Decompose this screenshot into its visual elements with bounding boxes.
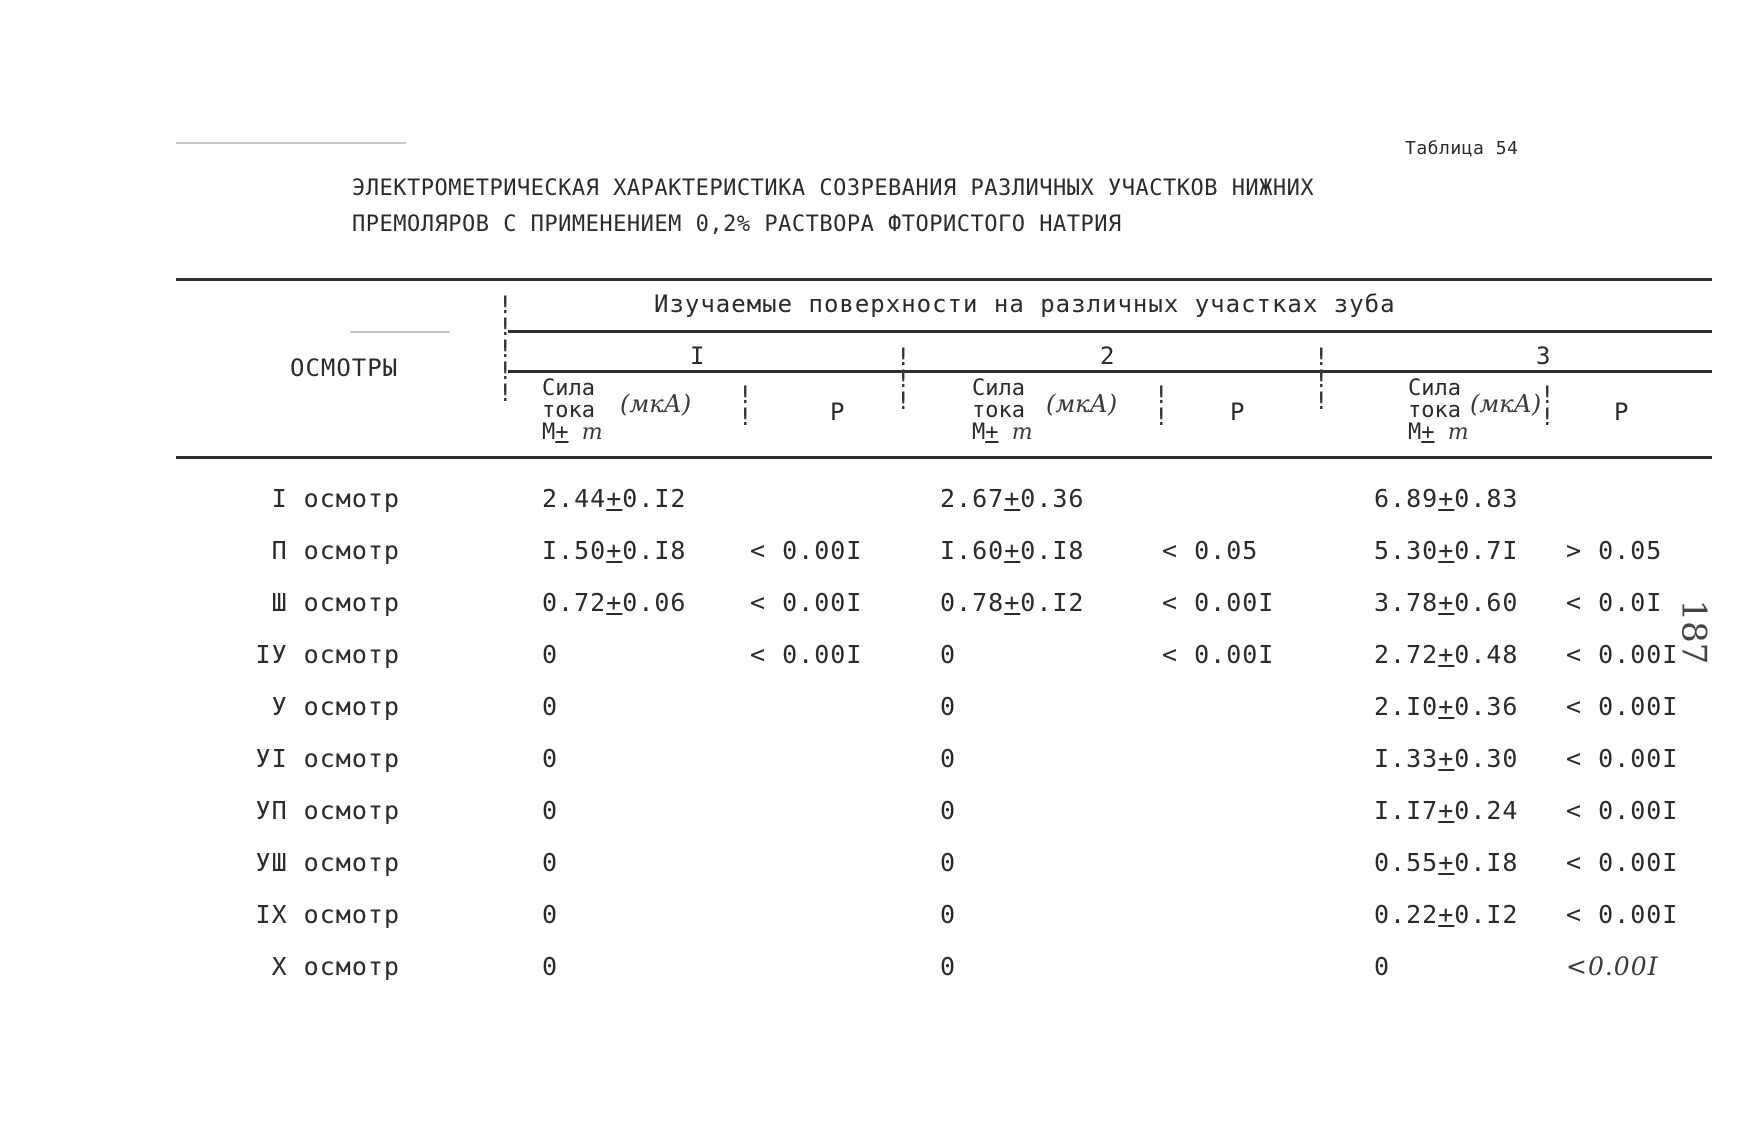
section-header-1: I (690, 342, 706, 370)
row-label: П осмотр (271, 536, 400, 565)
current-value-1: 2.44+0.I2 (542, 484, 687, 513)
separator-marks: ! ! (738, 381, 753, 431)
row-label: У осмотр (271, 692, 400, 721)
table-row (0, 692, 1744, 732)
current-value-2: 0 (940, 952, 957, 981)
separator-marks: ! ! ! (1314, 343, 1329, 415)
error-symbol: m (1447, 420, 1469, 445)
current-value-3: 5.30+0.7I (1374, 536, 1519, 565)
row-header-label: ОСМОТРЫ (290, 354, 399, 382)
current-header-line1: Сила (542, 376, 595, 401)
current-value-3: I.I7+0.24 (1374, 796, 1519, 825)
p-value-3: < 0.0I (1566, 588, 1663, 617)
current-value-3: 0 (1374, 952, 1391, 981)
p-value-3: < 0.00I (1566, 640, 1679, 669)
section-rule (508, 370, 1712, 373)
current-value-3: 0.55+0.I8 (1374, 848, 1519, 877)
unit-annotation-1: (мкА) (620, 390, 692, 418)
error-symbol: m (1011, 420, 1033, 445)
current-header-line2: тока (542, 398, 595, 423)
p-header-1: Р (830, 398, 846, 426)
separator-marks: ! ! (1540, 381, 1555, 431)
table-row (0, 640, 1744, 680)
current-value-2: 0 (940, 692, 957, 721)
group-rule (508, 330, 1712, 333)
table-number: Таблица 54 (1405, 138, 1519, 159)
separator-marks: ! ! ! (896, 343, 911, 415)
row-label: I осмотр (271, 484, 400, 513)
current-value-1: 0.72+0.06 (542, 588, 687, 617)
current-value-1: 0 (542, 744, 559, 773)
table-row (0, 484, 1744, 524)
p-value-3: <0.00I (1566, 952, 1659, 981)
current-header-3 (1408, 378, 1469, 444)
row-label: УШ осмотр (255, 848, 400, 877)
table-row (0, 952, 1744, 992)
current-value-2: 0 (940, 744, 957, 773)
current-value-1: 0 (542, 952, 559, 981)
p-value-3: > 0.05 (1566, 536, 1663, 565)
p-value-3: < 0.00I (1566, 744, 1679, 773)
table-title-line1: ЭЛЕКТРОМЕТРИЧЕСКАЯ ХАРАКТЕРИСТИКА СОЗРЕВАНИЯ РАЗЛИЧНЫХ УЧАСТКОВ НИЖНИХ (352, 176, 1315, 201)
plus-minus-symbol: + (555, 420, 569, 445)
p-value-1: < 0.00I (750, 640, 863, 669)
p-value-1: < 0.00I (750, 536, 863, 565)
p-value-2: < 0.00I (1162, 640, 1275, 669)
p-header-3: Р (1614, 398, 1630, 426)
page-number: 187 (1673, 599, 1714, 665)
current-header-line2: тока (1408, 398, 1461, 423)
unit-annotation-3: (мкА) (1470, 390, 1542, 418)
current-header-line3 (972, 422, 1033, 444)
plus-minus-symbol: + (1421, 420, 1435, 445)
current-value-3: I.33+0.30 (1374, 744, 1519, 773)
current-value-2: 0 (940, 848, 957, 877)
p-value-3: < 0.00I (1566, 900, 1679, 929)
p-value-3: < 0.00I (1566, 796, 1679, 825)
separator-marks: ! ! ! ! ! (498, 291, 513, 407)
current-value-2: 0 (940, 900, 957, 929)
current-value-2: 0 (940, 796, 957, 825)
table-row (0, 900, 1744, 940)
current-value-1: 0 (542, 796, 559, 825)
table-row (0, 848, 1744, 888)
row-label: Ш осмотр (271, 588, 400, 617)
current-value-3: 6.89+0.83 (1374, 484, 1519, 513)
row-label: УI осмотр (255, 744, 400, 773)
current-value-1: 0 (542, 640, 559, 669)
table-row (0, 796, 1744, 836)
current-header-line3 (1408, 422, 1469, 444)
separator-marks: ! ! (1154, 381, 1169, 431)
current-value-1: 0 (542, 900, 559, 929)
p-value-2: < 0.00I (1162, 588, 1275, 617)
current-header-2 (972, 378, 1033, 444)
row-label: Х осмотр (271, 952, 400, 981)
current-value-3: 2.72+0.48 (1374, 640, 1519, 669)
error-symbol: m (581, 420, 603, 445)
mean-symbol: М (542, 420, 556, 445)
table-top-rule (176, 278, 1712, 281)
p-value-3: < 0.00I (1566, 848, 1679, 877)
table-row (0, 744, 1744, 784)
current-header-line3 (542, 422, 603, 444)
row-label: УП осмотр (255, 796, 400, 825)
mean-symbol: М (1408, 420, 1422, 445)
current-value-1: I.50+0.I8 (542, 536, 687, 565)
row-label: IУ осмотр (255, 640, 400, 669)
current-value-3: 2.I0+0.36 (1374, 692, 1519, 721)
current-value-2: 2.67+0.36 (940, 484, 1085, 513)
current-header-line2: тока (972, 398, 1025, 423)
current-value-2: 0 (940, 640, 957, 669)
plus-minus-symbol: + (985, 420, 999, 445)
current-header-1 (542, 378, 603, 444)
header-bottom-rule (176, 456, 1712, 459)
group-header: Изучаемые поверхности на различных участках зуба (654, 290, 1396, 318)
row-label: IХ осмотр (255, 900, 400, 929)
scan-mark (176, 142, 406, 144)
mean-symbol: М (972, 420, 986, 445)
current-value-2: 0.78+0.I2 (940, 588, 1085, 617)
p-value-1: < 0.00I (750, 588, 863, 617)
p-header-2: Р (1230, 398, 1246, 426)
current-value-3: 0.22+0.I2 (1374, 900, 1519, 929)
table-row (0, 588, 1744, 628)
scan-mark (350, 331, 450, 333)
current-header-line1: Сила (1408, 376, 1461, 401)
p-value-2: < 0.05 (1162, 536, 1259, 565)
p-value-3: < 0.00I (1566, 692, 1679, 721)
current-value-1: 0 (542, 692, 559, 721)
unit-annotation-2: (мкА) (1046, 390, 1118, 418)
current-value-1: 0 (542, 848, 559, 877)
table-row (0, 536, 1744, 576)
section-header-3: 3 (1536, 342, 1552, 370)
table-title-line2: ПРЕМОЛЯРОВ С ПРИМЕНЕНИЕМ 0,2% РАСТВОРА ФТОРИСТОГО НАТРИЯ (352, 212, 1122, 237)
section-header-2: 2 (1100, 342, 1116, 370)
current-value-3: 3.78+0.60 (1374, 588, 1519, 617)
current-value-2: I.60+0.I8 (940, 536, 1085, 565)
current-header-line1: Сила (972, 376, 1025, 401)
